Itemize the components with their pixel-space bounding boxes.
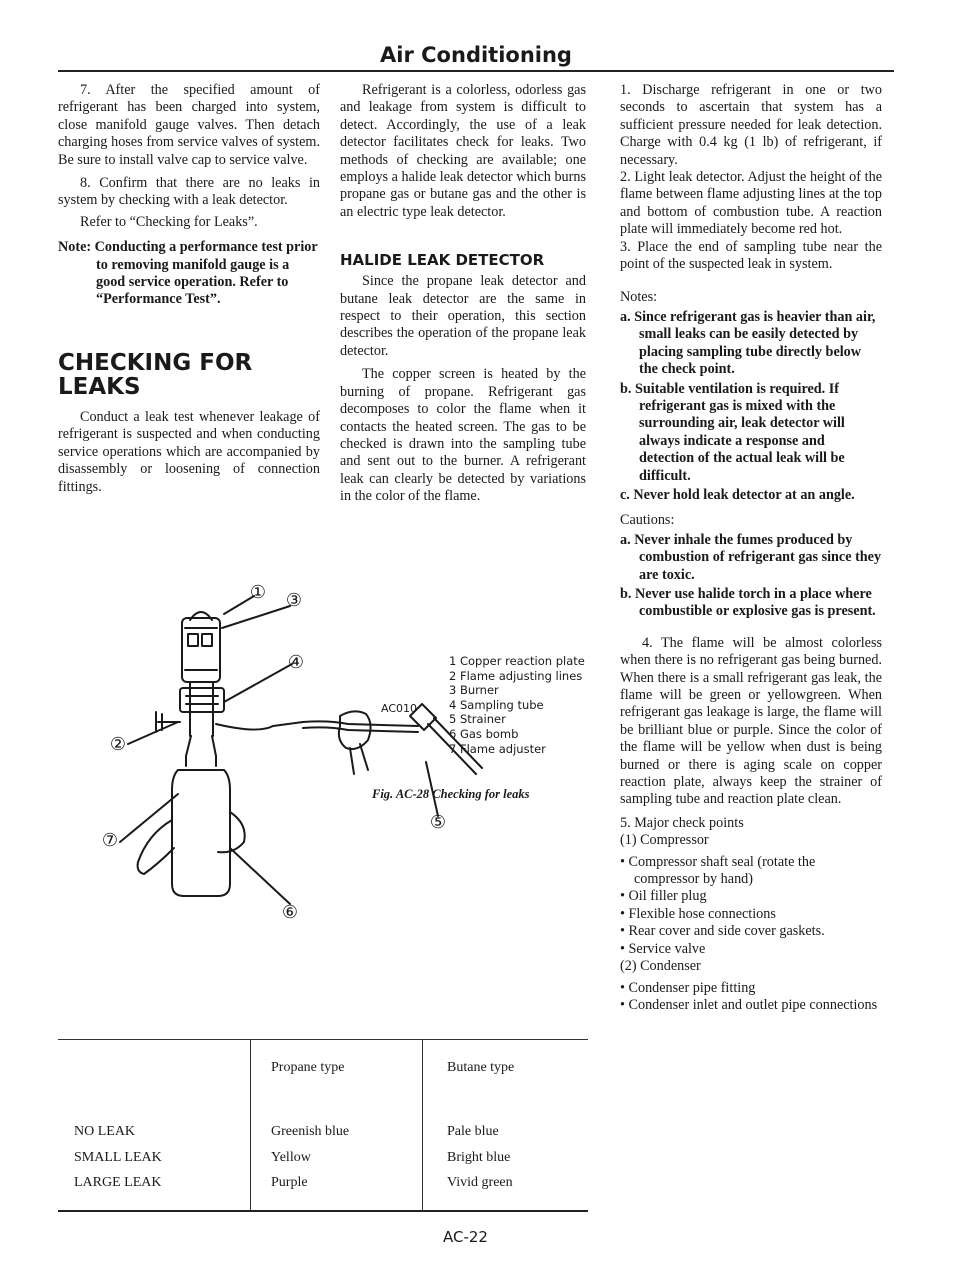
figure-caption: Fig. AC-28 Checking for leaks	[372, 787, 530, 801]
note-item: a. Since refrigerant gas is heavier than air, small leaks can be easily detected by placing sampling tube directly below the check point.	[620, 308, 876, 378]
table-header-butane: Butane type	[447, 1060, 515, 1075]
caution-item: b. Never use halide torch in a place where combustible or explosive gas is present.	[620, 585, 876, 620]
page-number: AC-22	[443, 1228, 488, 1246]
middle-column	[340, 82, 586, 512]
header-rule	[58, 70, 894, 72]
step-8-paragraph: 8. Confirm that there are no leaks in system by checking with a leak detector.	[58, 175, 320, 209]
list-item: • Service valve	[620, 940, 706, 957]
compressor-group-title: (1) Compressor	[620, 832, 709, 849]
callout-5: ⑤	[429, 812, 447, 832]
sampling-tube	[303, 721, 418, 726]
table-row-label: SMALL LEAK	[74, 1150, 162, 1165]
notes-list	[620, 309, 882, 504]
halide-paragraph-2: The copper screen is heated by the burning of propane. Refrigerant gas decomposes to color the flame when it contacts the heated screen. The gas to be checked is drawn into the sampling tube and sent out to the burner. A refrigerant leak can clearly be detected by variations in the color of the flame.	[340, 366, 586, 505]
list-item: • Condenser pipe fitting	[620, 979, 756, 996]
caution-item: a. Never inhale the fumes produced by combustion of refrigerant gas since they are toxic.	[620, 531, 882, 583]
gas-bomb	[172, 770, 230, 896]
table-divider-2	[422, 1039, 423, 1210]
step-2: 2. Light leak detector. Adjust the height of the flame between flame adjusting lines at the top and bottom of combustion tube. A reaction plate will immediately become red hot.	[620, 169, 882, 238]
callout-4: ④	[287, 652, 305, 672]
table-cell: Pale blue	[447, 1124, 499, 1139]
list-item: • Oil filler plug	[620, 888, 707, 905]
step-1: 1. Discharge refrigerant in one or two seconds to ascertain that system has a sufficient pressure needed for leak detection. Charge with 0.4 kg (1 lb) of refrigerant, if necessary.	[620, 82, 882, 168]
table-cell: Vivid green	[447, 1175, 513, 1190]
halide-leak-detector-title: HALIDE LEAK DETECTOR	[340, 251, 545, 270]
refer-note: Refer to “Checking for Leaks”.	[80, 213, 258, 230]
leak-check-steps	[620, 82, 882, 273]
callout-2: ②	[109, 734, 127, 754]
page-header-title: Air Conditioning	[380, 43, 572, 67]
list-item: • Compressor shaft seal (rotate the compressor by hand)	[620, 853, 816, 888]
checking-title-line-1: CHECKING FOR	[58, 349, 253, 376]
table-cell: Yellow	[271, 1150, 311, 1165]
legend-item: 6 Gas bomb	[449, 726, 519, 741]
legend-item: 4 Sampling tube	[449, 697, 544, 712]
checking-for-leaks-title	[58, 351, 320, 399]
legend-item: 1 Copper reaction plate	[449, 654, 585, 668]
note-item: b. Suitable ventilation is required. If refrigerant gas is mixed with the surrounding air, leak detector will always indicate a response and detection of the actual leak will be difficult.	[620, 380, 845, 484]
cautions-list	[620, 532, 882, 621]
callout-6: ⑥	[281, 902, 299, 922]
table-rule-top	[58, 1039, 588, 1040]
performance-test-note: Note: Conducting a performance test prior to removing manifold gauge is a good service operation. Refer to “Performance Test”.	[58, 239, 318, 308]
note-item: c. Never hold leak detector at an angle.	[620, 486, 855, 503]
callout-1: ①	[249, 582, 267, 602]
step-5: 5. Major check points	[620, 814, 744, 831]
table-rule-bottom	[58, 1210, 588, 1212]
halide-paragraph-1: Since the propane leak detector and butane leak detector are the same in respect to their operation, this section describes the operation of the propane leak detector.	[340, 273, 586, 359]
major-check-points	[620, 815, 882, 850]
legend-item: 3 Burner	[449, 683, 499, 698]
checking-title-line-2: LEAKS	[58, 373, 141, 400]
callout-7: ⑦	[101, 830, 119, 850]
step-3: 3. Place the end of sampling tube near the point of the suspected leak in system.	[620, 238, 882, 273]
list-item: • Condenser inlet and outlet pipe connections	[620, 996, 878, 1013]
table-cell: Greenish blue	[271, 1124, 350, 1139]
table-cell: Purple	[271, 1175, 308, 1190]
figure-legend	[449, 654, 585, 756]
table-divider-1	[250, 1039, 251, 1210]
legend-item: 2 Flame adjusting lines	[449, 668, 583, 683]
table-header-propane: Propane type	[271, 1060, 345, 1075]
table-row-label: NO LEAK	[74, 1124, 136, 1139]
legend-item: 5 Strainer	[449, 712, 506, 727]
cautions-title: Cautions:	[620, 512, 675, 529]
table-cell: Bright blue	[447, 1150, 511, 1165]
condenser-group	[620, 958, 882, 975]
notes-title: Notes:	[620, 289, 658, 306]
checking-for-leaks-body: Conduct a leak test whenever leakage of refrigerant is suspected and when conducting service operations which are accompanied by disassembly or loosening of connection fittings.	[58, 408, 320, 495]
table-row-label: LARGE LEAK	[74, 1175, 162, 1190]
left-column	[58, 82, 320, 502]
step-7-paragraph: 7. After the specified amount of refrigerant has been charged into system, close manifold gauge valves. Then detach charging hoses from service valves of system. Be sure to install valve cap to service valve.	[58, 82, 320, 168]
burner-valve-body	[180, 688, 224, 712]
condenser-check-list	[620, 980, 882, 1015]
condenser-group-title: (2) Condenser	[620, 958, 701, 975]
compressor-check-list	[620, 854, 882, 958]
right-column	[620, 82, 882, 1014]
figure-code: AC010	[381, 702, 418, 715]
callout-3: ③	[285, 590, 303, 610]
legend-item: 7 Flame adjuster	[449, 741, 546, 756]
list-item: • Rear cover and side cover gaskets.	[620, 923, 825, 940]
leak-detection-intro: Refrigerant is a colorless, odorless gas and leakage from system is difficult to detect. Accordingly, the use of a leak detector facilitates check for leaks. Two methods of checking are available; one employs a halide leak detector which burns propane gas or butane gas and the other is an electric type leak detector.	[340, 82, 586, 220]
step-4-paragraph: 4. The flame will be almost colorless when there is no refrigerant gas being burned. When there is a small refrigerant gas leak, the flame will be green or yellowgreen. When refrigerant gas leakage is large, the flame will be brilliant blue or purple. Since the color of the flame will be yellow when dust is being burned or there is aging scale on copper reaction plate, always keep the strainer of sampling tube and reaction plate clean.	[620, 634, 882, 808]
list-item: • Flexible hose connections	[620, 905, 776, 922]
